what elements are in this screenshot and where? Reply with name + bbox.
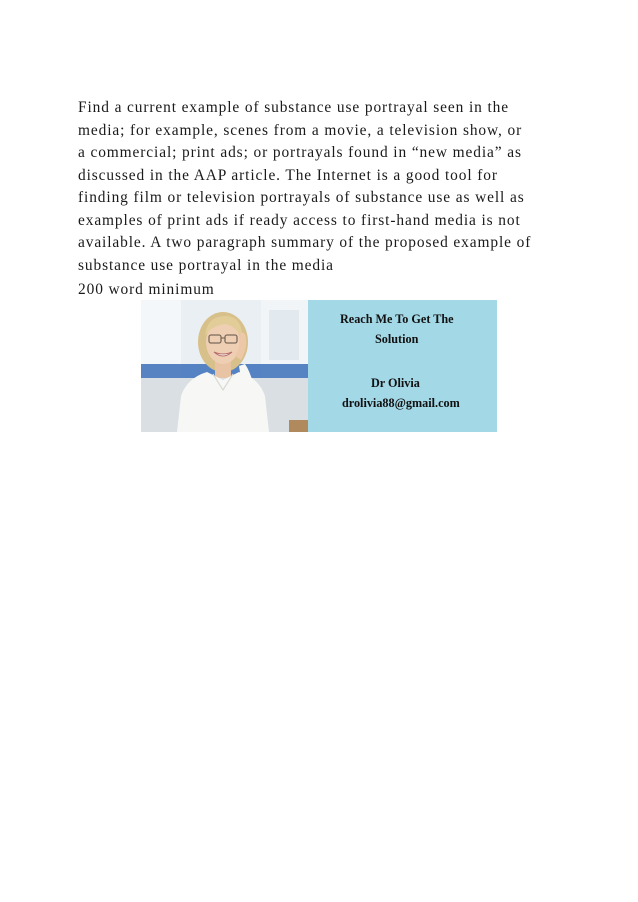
- banner-headline-line1: Reach Me To Get The: [340, 312, 454, 326]
- prompt-line: discussed in the AAP article. The Internet is a good tool for: [78, 166, 498, 184]
- prompt-line: a commercial; print ads; or portrayals found in “new media” as: [78, 144, 522, 161]
- assignment-prompt: [78, 97, 578, 277]
- contact-email[interactable]: drolivia88@gmail.com: [342, 396, 460, 410]
- prompt-line: substance use portrayal in the media: [78, 256, 334, 274]
- prompt-line: media; for example, scenes from a movie, a television show, or: [78, 121, 523, 139]
- prompt-line: finding film or television portrayals of substance use as well as: [78, 189, 525, 206]
- smiling-woman-with-glasses-photo: [141, 300, 308, 432]
- contact-panel: [308, 300, 497, 432]
- contact-name: Dr Olivia: [371, 376, 420, 390]
- contact-banner[interactable]: [141, 300, 497, 432]
- prompt-line: available. A two paragraph summary of the proposed example of: [78, 234, 532, 251]
- banner-headline-line2: Solution: [375, 332, 419, 346]
- prompt-line: Find a current example of substance use portrayal seen in the: [78, 99, 509, 116]
- word-count-requirement: 200 word minimum: [78, 281, 215, 298]
- prompt-line: examples of print ads if ready access to first-hand media is not: [78, 211, 521, 229]
